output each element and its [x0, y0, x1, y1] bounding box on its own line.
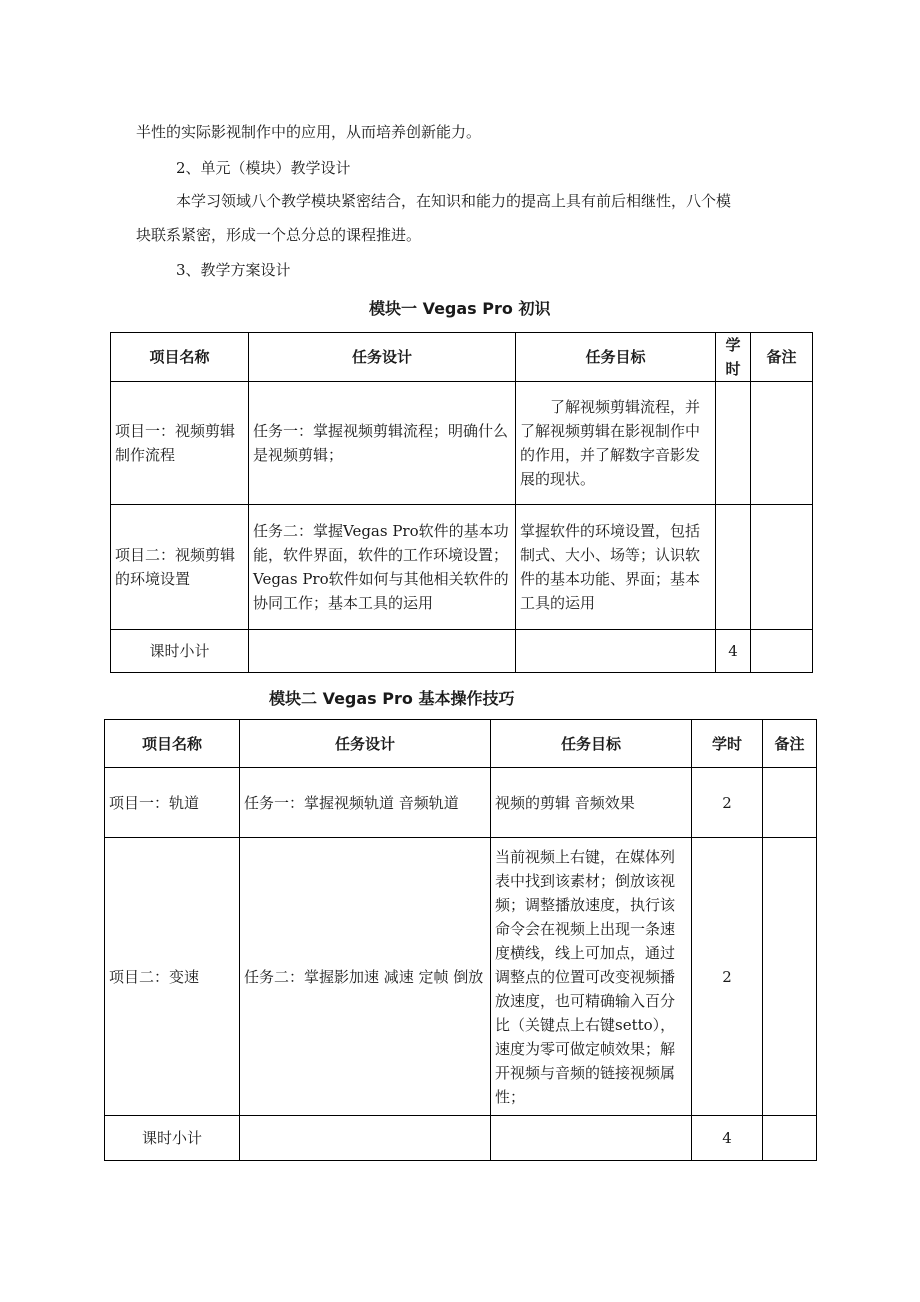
header-project-name: 项目名称: [111, 333, 249, 382]
header-project-name: 项目名称: [105, 720, 240, 768]
hours-cell: [716, 382, 751, 505]
table-header-row: [105, 720, 817, 768]
hours-cell: [716, 505, 751, 630]
subtotal-remark-cell: [751, 630, 813, 673]
hours-cell: 2: [692, 768, 763, 838]
task-design-cell: 任务二：掌握Vegas Pro软件的基本功能，软件界面，软件的工作环境设置；Vegas Pro软件如何与其他相关软件的协同工作；基本工具的运用: [249, 505, 516, 630]
subtotal-label: 课时小计: [111, 630, 249, 673]
intro-line: 半性的实际影视制作中的应用，从而培养创新能力。: [136, 123, 482, 141]
remark-cell: [751, 505, 813, 630]
module-paragraph-line2: 块联系紧密，形成一个总分总的课程推进。: [136, 226, 422, 244]
subtotal-design-cell: [249, 630, 516, 673]
header-hours: 学时: [692, 720, 763, 768]
subtotal-design-cell: [240, 1116, 491, 1161]
remark-cell: [763, 768, 817, 838]
subtotal-hours: 4: [716, 630, 751, 673]
project-name-cell: 项目二：变速: [105, 838, 240, 1116]
subtotal-row: [105, 1116, 817, 1161]
header-task-goal: 任务目标: [516, 333, 716, 382]
task-design-cell: 任务一：掌握视频剪辑流程；明确什么是视频剪辑；: [249, 382, 516, 505]
subtotal-remark-cell: [763, 1116, 817, 1161]
task-design-cell: 任务二：掌握影加速 减速 定帧 倒放: [240, 838, 491, 1116]
task-goal-cell: 视频的剪辑 音频效果: [491, 768, 692, 838]
task-goal-cell: 掌握软件的环境设置，包括制式、大小、场等；认识软件的基本功能、界面；基本工具的运用: [516, 505, 716, 630]
header-task-goal: 任务目标: [491, 720, 692, 768]
subtotal-row: [111, 630, 813, 673]
header-task-design: 任务设计: [240, 720, 491, 768]
header-task-design: 任务设计: [249, 333, 516, 382]
table-row: [105, 838, 817, 1116]
header-remark: 备注: [763, 720, 817, 768]
header-remark: 备注: [751, 333, 813, 382]
remark-cell: [751, 382, 813, 505]
remark-cell: [763, 838, 817, 1116]
module2-table: [104, 719, 817, 1161]
subtotal-goal-cell: [516, 630, 716, 673]
module-paragraph-line1: 本学习领域八个教学模块紧密结合，在知识和能力的提高上具有前后相继性，八个模: [176, 192, 732, 210]
module1-title: 模块一 Vegas Pro 初识: [369, 299, 551, 318]
table-row: [105, 768, 817, 838]
table-row: [111, 382, 813, 505]
project-name-cell: 项目一：轨道: [105, 768, 240, 838]
section-heading-2: 2、单元（模块）教学设计: [176, 159, 351, 177]
subtotal-hours: 4: [692, 1116, 763, 1161]
module2-title: 模块二 Vegas Pro 基本操作技巧: [269, 689, 515, 708]
hours-cell: 2: [692, 838, 763, 1116]
project-name-cell: 项目二：视频剪辑的环境设置: [111, 505, 249, 630]
table-header-row: [111, 333, 813, 382]
module1-table: [110, 332, 813, 673]
task-design-cell: 任务一：掌握视频轨道 音频轨道: [240, 768, 491, 838]
task-goal-cell: 当前视频上右键，在媒体列表中找到该素材；倒放该视频；调整播放速度，执行该命令会在视频上出现一条速度横线，线上可加点，通过调整点的位置可改变视频播放速度，也可精确输入百分比（关键点上右键setto），速度为零可做定帧效果；解开视频与音频的链接视频属性；: [491, 838, 692, 1116]
project-name-cell: 项目一：视频剪辑制作流程: [111, 382, 249, 505]
subtotal-label: 课时小计: [105, 1116, 240, 1161]
section-heading-3: 3、教学方案设计: [176, 261, 291, 279]
task-goal-cell: 了解视频剪辑流程，并了解视频剪辑在影视制作中的作用，并了解数字音影发展的现状。: [516, 382, 716, 505]
subtotal-goal-cell: [491, 1116, 692, 1161]
table-row: [111, 505, 813, 630]
header-hours: 学时: [716, 333, 751, 382]
